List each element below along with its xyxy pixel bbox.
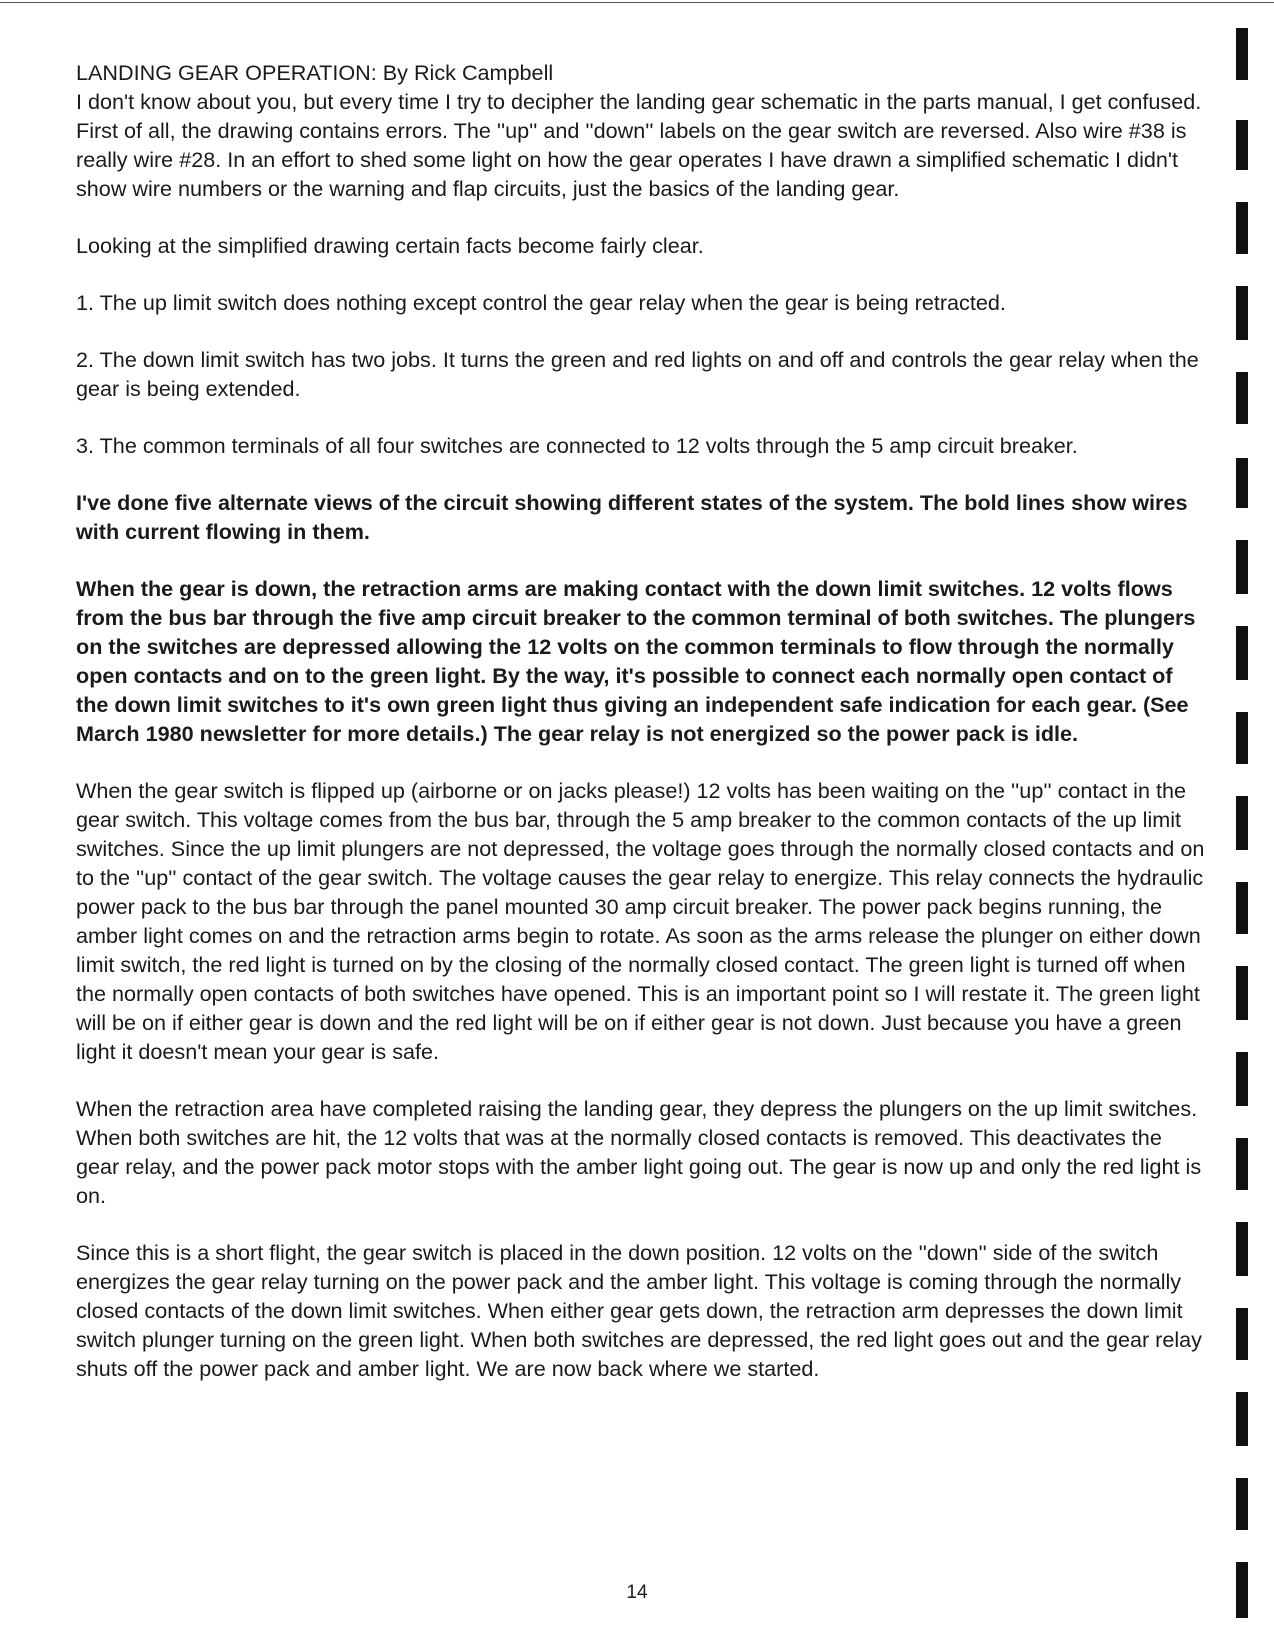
margin-mark	[1236, 1392, 1248, 1446]
top-rule	[0, 2, 1274, 3]
margin-mark	[1236, 458, 1248, 508]
margin-marks	[1236, 0, 1250, 1647]
margin-mark	[1236, 28, 1248, 80]
margin-mark	[1236, 286, 1248, 340]
paragraph-gear-up: When the gear switch is flipped up (airborne or on jacks please!) 12 volts has been waiting on the ''up'' contact in the gear switch. This voltage comes from the bus bar, through the 5 amp breaker to the common contacts of the up limit switches. Since the up limit plungers are not depressed, the voltage goes through the normally closed contacts and on to the ''up'' contact of the gear switch. The voltage causes the gear relay to energize. This relay connects the hydraulic power pack to the bus bar through the panel mounted 30 amp circuit breaker. The power pack begins running, the amber light comes on and the retraction arms begin to rotate. As soon as the arms release the plunger on either down limit switch, the red light is turned on by the closing of the normally closed contact. The green light is turned off when the normally open contacts of both switches have opened. This is an important point so I will restate it. The green light will be on if either gear is down and the red light will be on if either gear is not down. Just because you have a green light it doesn't mean your gear is safe.	[76, 778, 1205, 1064]
margin-mark	[1236, 1562, 1248, 1618]
margin-mark	[1236, 1308, 1248, 1360]
margin-mark	[1236, 1052, 1248, 1106]
margin-mark	[1236, 796, 1248, 850]
margin-mark	[1236, 966, 1248, 1020]
margin-mark	[1236, 202, 1248, 254]
margin-mark	[1236, 626, 1248, 680]
page-number: 14	[626, 1582, 648, 1603]
margin-mark	[1236, 882, 1248, 934]
article-heading: LANDING GEAR OPERATION: By Rick Campbell	[76, 60, 554, 85]
article-body	[76, 58, 1206, 1411]
paragraph-fact-3: 3. The common terminals of all four switches are connected to 12 volts through the 5 amp circuit breaker.	[76, 433, 1078, 458]
margin-mark	[1236, 540, 1248, 594]
paragraph-retraction-complete: When the retraction area have completed raising the landing gear, they depress the plungers on the up limit switches. When both switches are hit, the 12 volts that was at the normally closed contacts is removed. This deactivates the gear relay, and the power pack motor stops with the amber light going out. The gear is now up and only the red light is on.	[76, 1096, 1202, 1208]
paragraph-gear-down: When the gear is down, the retraction arms are making contact with the down limit switches. 12 volts flows from the bus bar through the five amp circuit breaker to the common terminal of both switches. The plungers on the switches are depressed allowing the 12 volts on the common terminals to flow through the normally open contacts and on to the green light. By the way, it's possible to connect each normally open contact of the down limit switches to it's own green light thus giving an independent safe indication for each gear. (See March 1980 newsletter for more details.) The gear relay is not energized so the power pack is idle.	[76, 576, 1196, 746]
margin-mark	[1236, 1478, 1248, 1530]
margin-mark	[1236, 712, 1248, 764]
paragraph-gear-extension: Since this is a short flight, the gear switch is placed in the down position. 12 volts on the ''down'' side of the switch energizes the gear relay turning on the power pack and the amber light. This voltage is coming through the normally closed contacts of the down limit switches. When either gear gets down, the retraction arm depresses the down limit switch plunger turning on the green light. When both switches are depressed, the red light goes out and the gear relay shuts off the power pack and amber light. We are now back where we started.	[76, 1240, 1202, 1381]
paragraph-fact-1: 1. The up limit switch does nothing except control the gear relay when the gear is being retracted.	[76, 290, 1006, 315]
paragraph-fact-2: 2. The down limit switch has two jobs. It turns the green and red lights on and off and controls the gear relay when the gear is being extended.	[76, 347, 1199, 401]
paragraph-facts-intro: Looking at the simplified drawing certain facts become fairly clear.	[76, 233, 704, 258]
paragraph-intro: I don't know about you, but every time I try to decipher the landing gear schematic in the parts manual, I get confused. First of all, the drawing contains errors. The ''up'' and ''down'' labels on the gear switch are reversed. Also wire #38 is really wire #28. In an effort to shed some light on how the gear operates I have drawn a simplified schematic I didn't show wire numbers or the warning and flap circuits, just the basics of the landing gear.	[76, 89, 1202, 201]
margin-mark	[1236, 1138, 1248, 1190]
margin-mark	[1236, 372, 1248, 424]
paragraph-alternate-views: I've done five alternate views of the circuit showing different states of the system. The bold lines show wires with current flowing in them.	[76, 490, 1188, 544]
margin-mark	[1236, 120, 1248, 170]
margin-mark	[1236, 1222, 1248, 1276]
